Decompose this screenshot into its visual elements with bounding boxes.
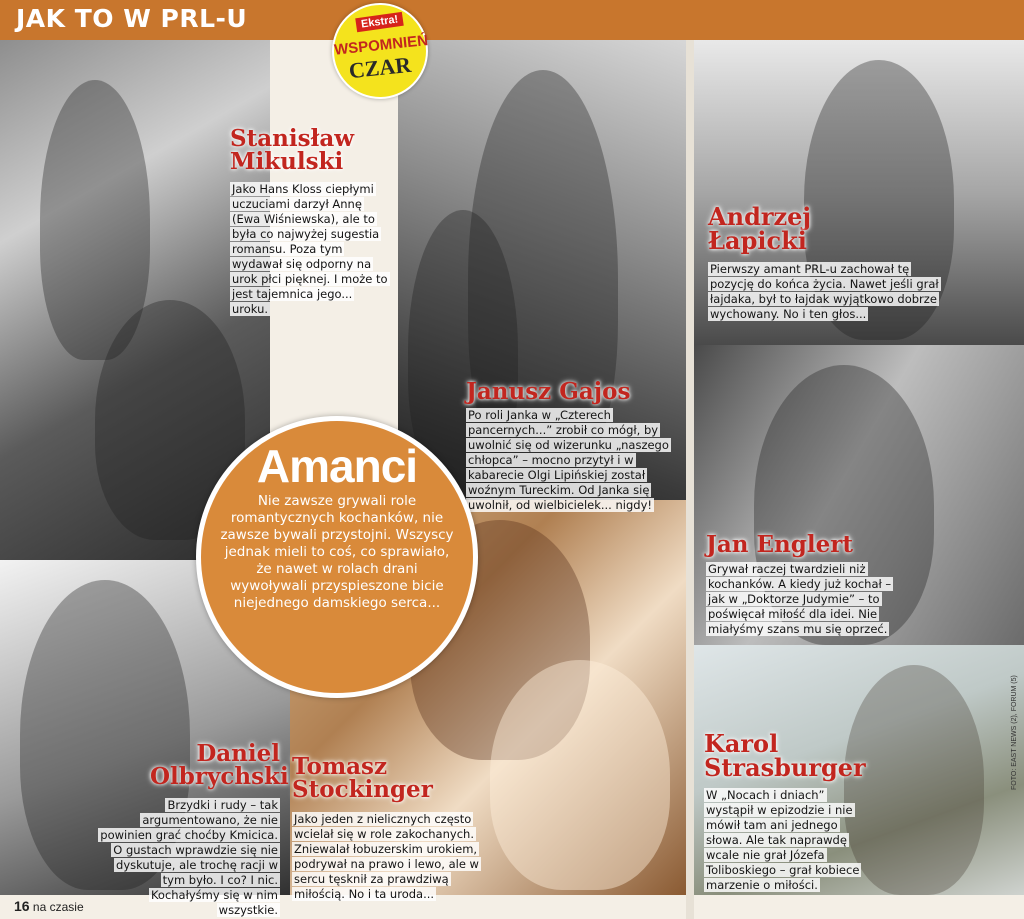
section-title: JAK TO W PRL-U (16, 4, 248, 33)
magazine-name: na czasie (32, 900, 84, 914)
photo-credit: FOTO: EAST NEWS (2), FORUM (5) (1011, 675, 1018, 790)
actor-name-gajos: Janusz Gajos (466, 378, 631, 405)
actor-text-stockinger: Jako jeden z nielicznych często wcielał się w role zakochanych. Zniewalał łobuzerskim urokiem, podrywał na prawo i lewo, ale w sercu tęsknił za prawdziwą miłością. No i ta uroda... (294, 812, 479, 901)
page-number: 16 (14, 898, 30, 914)
actor-name-mikulski: Stanisław Mikulski (230, 125, 355, 175)
actor-text-mikulski: Jako Hans Kloss ciepłymi uczuciami darzył Annę (Ewa Wiśniewska), ale to była co najwyżej sugestia romansu. Poza tym wydawał się odporny na urok płci pięknej. I może to jest tajemnica jego... uroku. (232, 182, 388, 316)
feature-lede: Nie zawsze grywali role romantycznych kochanków, nie zawsze bywali przystojni. Wszyscy jednak mieli to coś, co sprawiało, że nawet w rolach drani wywoływali przyspieszone bicie niejednego damskiego serca... (220, 493, 454, 611)
badge-line2: CZAR (347, 51, 413, 84)
actor-text-strasburger: W „Nocach i dniach” wystąpił w epizodzie i nie mówił tam ani jednego słowa. Ale tak naprawdę wcale nie grał Józefa Toliboskiego – grał kobiece marzenie o miłości. (706, 788, 860, 892)
feature-title: Amanci (256, 440, 418, 492)
actor-text-olbrychski: Brzydki i rudy – tak argumentowano, że nie powinien grać choćby Kmicica. O gustach wprawdzie się nie dyskutuje, ale trochę racji w tym było. I co? I nic. Kochałyśmy się w nim wszystkie. (100, 798, 278, 917)
actor-text-englert: Grywał raczej twardzieli niż kochanków. A kiedy już kochał – jak w „Doktorze Judymie” – to poświęcał miłość dla idei. Nie miałyśmy szans mu się oprzeć. (708, 562, 892, 636)
actor-text-lapicki: Pierwszy amant PRL-u zachował tę pozycję do końca życia. Nawet jeśli grał łajdaka, był to łajdak wyjątkowo dobrze wychowany. No i ten głos... (710, 262, 939, 321)
actor-name-englert: Jan Englert (706, 531, 853, 558)
wspomnien-czar-badge (332, 3, 428, 99)
page-gutter (686, 0, 694, 919)
actor-name-stockinger: Tomasz Stockinger (292, 753, 433, 803)
feature-circle (196, 416, 478, 698)
page-folio (14, 898, 84, 914)
actor-text-gajos: Po roli Janka w „Czterech pancernych...” zrobił co mógł, by uwolnić się od wizerunku „naszego chłopca” – mocno przytył i w kabarecie Olgi Lipińskiej został woźnym Tureckim. Od Janka się uwolnił, od wielbicielek... nigdy! (468, 408, 669, 512)
actor-name-strasburger: Karol Strasburger (704, 729, 866, 782)
actor-name-lapicki: Andrzej Łapicki (708, 202, 812, 255)
actor-name-olbrychski: Daniel Olbrychski (150, 740, 289, 790)
badge-ekstra-label: Ekstra! (355, 12, 404, 32)
badge-line1: WSPOMNIEŃ (333, 32, 429, 59)
